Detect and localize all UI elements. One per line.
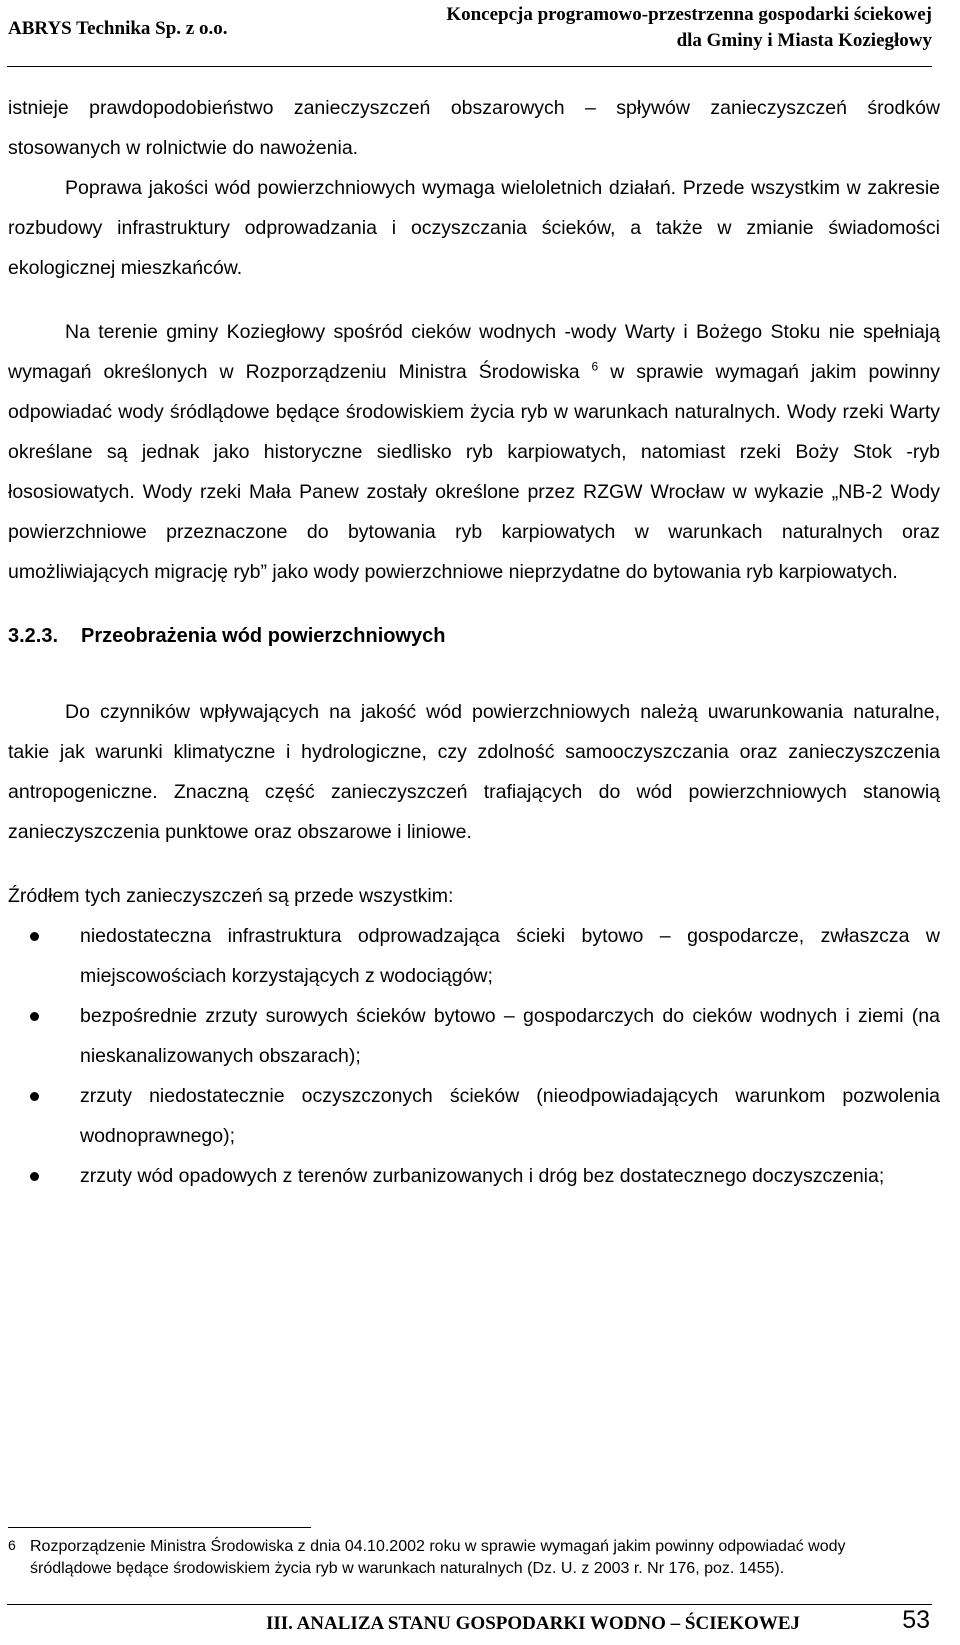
page-header [0, 0, 960, 56]
header-rule [7, 66, 932, 67]
paragraph-3-part-b: w sprawie wymagań jakim powinny odpowiadać wody śródlądowe będące środowiskiem życia ryb w warunkach naturalnych. Wody rzeki Warty określane są jednak jako historyczne siedlisko ryb karpiowatych, natomiast rzeki Boży Stok -ryb łososiowatych. Wody rzeki Mała Panew zostały określone przez RZGW Wrocław w wykazie „NB-2 Wody powierzchniowe przeznaczone do bytowania ryb karpiowatych w warunkach naturalnych oraz umożliwiających migrację ryb” jako wody powierzchniowe nieprzydatne do bytowania ryb karpiowatych. [8, 361, 940, 583]
bullet-icon [30, 1172, 39, 1181]
document-title-line1: Koncepcja programowo-przestrzenna gospodarki ściekowej [446, 4, 932, 25]
company-name: ABRYS Technika Sp. z o.o. [8, 18, 228, 39]
section-heading [8, 616, 940, 656]
bullet-icon [30, 1092, 39, 1101]
paragraph-3 [8, 312, 940, 592]
footnote [8, 1536, 908, 1580]
pollution-sources-list [8, 916, 940, 1196]
footer-rule [7, 1604, 932, 1605]
footnote-text: Rozporządzenie Ministra Środowiska z dnia 04.10.2002 roku w sprawie wymagań jakim powinny odpowiadać wody śródlądowe będące środowiskiem życia ryb w warunkach naturalnych (Dz. U. z 2003 r. Nr 176, poz. 1455). [30, 1538, 846, 1577]
bullet-icon [30, 932, 39, 941]
footnote-mark: 6 [8, 1537, 16, 1553]
footnote-reference[interactable]: 6 [591, 359, 599, 374]
paragraph-2: Poprawa jakości wód powierzchniowych wymaga wieloletnich działań. Przede wszystkim w zakresie rozbudowy infrastruktury odprowadzania i oczyszczania ścieków, a także w zmianie świadomości ekologicznej mieszkańców. [8, 177, 940, 279]
page-body [8, 88, 940, 1196]
paragraph-4: Do czynników wpływających na jakość wód powierzchniowych należą uwarunkowania naturalne, takie jak warunki klimatyczne i hydrologiczne, czy zdolność samooczyszczania oraz zanieczyszczenia antropogeniczne. Znaczną część zanieczyszczeń trafiających do wód powierzchniowych stanowią zanieczyszczenia punktowe oraz obszarowe i liniowe. [8, 701, 940, 843]
bullet-icon [30, 1012, 39, 1021]
paragraph-1: istnieje prawdopodobieństwo zanieczyszczeń obszarowych – spływów zanieczyszczeń środków stosowanych w rolnictwie do nawożenia. [8, 97, 940, 159]
list-item: zrzuty wód opadowych z terenów zurbanizowanych i dróg bez dostatecznego doczyszczenia; [8, 1156, 940, 1196]
chapter-title: III. ANALIZA STANU GOSPODARKI WODNO – ŚCIEKOWEJ [265, 1613, 800, 1634]
list-item: niedostateczna infrastruktura odprowadzająca ścieki bytowo – gospodarcze, zwłaszcza w miejscowościach korzystających z wodociągów; [8, 916, 940, 996]
list-item: zrzuty niedostatecznie oczyszczonych ścieków (nieodpowiadających warunkom pozwolenia wodnoprawnego); [8, 1076, 940, 1156]
section-number: 3.2.3. [8, 625, 59, 647]
document-title-line2: dla Gminy i Miasta Koziegłowy [676, 30, 932, 51]
paragraph-5: Źródłem tych zanieczyszczeń są przede wszystkim: [8, 885, 454, 907]
footnote-separator [8, 1527, 311, 1528]
document-title [446, 2, 932, 54]
page-number: 53 [902, 1606, 930, 1634]
section-title: Przeobrażenia wód powierzchniowych [81, 625, 446, 647]
list-item: bezpośrednie zrzuty surowych ścieków bytowo – gospodarczych do cieków wodnych i ziemi (na nieskanalizowanych obszarach); [8, 996, 940, 1076]
paragraph-3-part-a: Na terenie gminy Koziegłowy spośród cieków wodnych -wody Warty i Bożego Stoku nie spełniają wymagań określonych w Rozporządzeniu Ministra Środowiska [8, 321, 940, 383]
